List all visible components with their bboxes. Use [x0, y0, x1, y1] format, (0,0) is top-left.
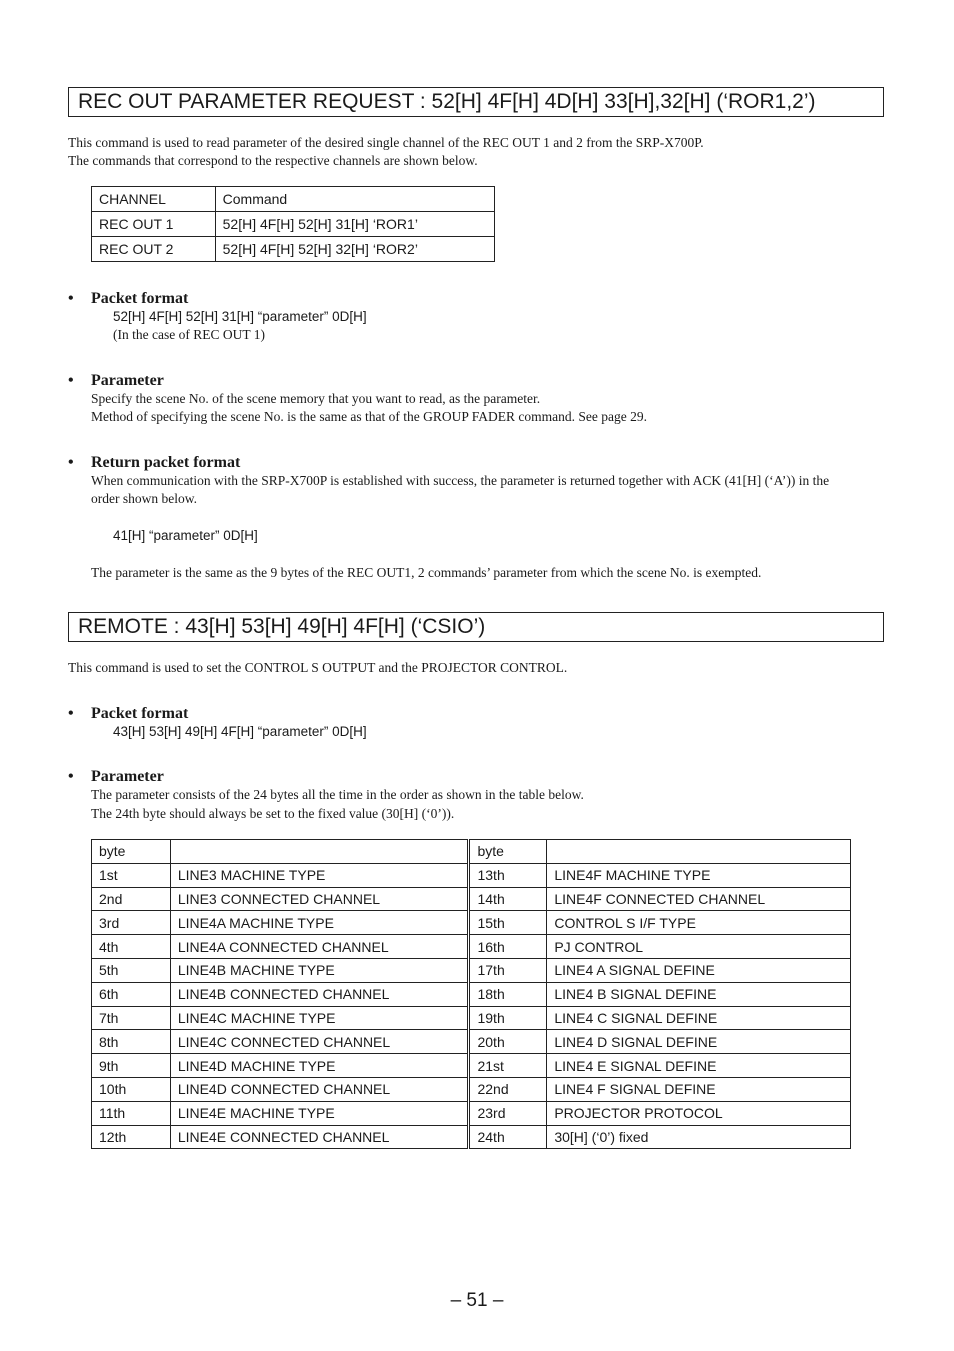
- table-cell: 10th: [92, 1077, 171, 1101]
- table-cell: 3rd: [92, 911, 171, 935]
- bullet-icon: •: [68, 705, 74, 722]
- table-cell: 22nd: [469, 1077, 547, 1101]
- table-cell: LINE4D MACHINE TYPE: [170, 1054, 469, 1078]
- table-cell: 18th: [469, 982, 547, 1006]
- table-cell: 9th: [92, 1054, 171, 1078]
- table-cell: PJ CONTROL: [547, 935, 851, 959]
- table-cell: LINE4A CONNECTED CHANNEL: [170, 935, 469, 959]
- table-cell: 16th: [469, 935, 547, 959]
- table-cell: 7th: [92, 1006, 171, 1030]
- table-row: [92, 1054, 851, 1078]
- table-cell: 4th: [92, 935, 171, 959]
- table-cell: 8th: [92, 1030, 171, 1054]
- intro-text-line1: This command is used to read parameter of the desired single channel of the REC OUT 1 and 2 from the SRP-X700P.: [68, 135, 704, 150]
- table-cell: 14th: [469, 887, 547, 911]
- packet-format-note: (In the case of REC OUT 1): [113, 327, 265, 342]
- table-cell: 12th: [92, 1125, 171, 1149]
- table-cell: LINE4C MACHINE TYPE: [170, 1006, 469, 1030]
- bullet-icon: •: [68, 768, 74, 785]
- table-header-row: [92, 187, 495, 212]
- section-heading-remote: REMOTE : 43[H] 53[H] 49[H] 4F[H] (‘CSIO’): [68, 612, 884, 642]
- table-cell: CONTROL S I/F TYPE: [547, 911, 851, 935]
- table-cell: 24th: [469, 1125, 547, 1149]
- table-row: [92, 863, 851, 887]
- table-cell: REC OUT 2: [92, 237, 216, 262]
- remote-packet-format-code: 43[H] 53[H] 49[H] 4F[H] “parameter” 0D[H]: [113, 724, 367, 739]
- table-row: [92, 1125, 851, 1149]
- bullet-icon: •: [68, 372, 74, 389]
- channel-command-table: [91, 186, 495, 262]
- table-cell: 23rd: [469, 1101, 547, 1125]
- table-row: [92, 982, 851, 1006]
- table-header-cell: byte: [92, 840, 171, 864]
- table-cell: 11th: [92, 1101, 171, 1125]
- table-row: [92, 958, 851, 982]
- table-cell: LINE4 E SIGNAL DEFINE: [547, 1054, 851, 1078]
- remote-parameter-text-line1: The parameter consists of the 24 bytes all the time in the order as shown in the table below.: [91, 787, 584, 802]
- section-heading-rec-out-parameter-request: REC OUT PARAMETER REQUEST : 52[H] 4F[H] 4D[H] 33[H],32[H] (‘ROR1,2’): [68, 87, 884, 117]
- packet-format-code: 52[H] 4F[H] 52[H] 31[H] “parameter” 0D[H]: [113, 309, 367, 324]
- table-row: [92, 911, 851, 935]
- table-cell: LINE4 D SIGNAL DEFINE: [547, 1030, 851, 1054]
- table-cell: LINE4E MACHINE TYPE: [170, 1101, 469, 1125]
- table-cell: LINE3 CONNECTED CHANNEL: [170, 887, 469, 911]
- table-header-cell: CHANNEL: [92, 187, 216, 212]
- table-header-row: [92, 840, 851, 864]
- table-cell: 6th: [92, 982, 171, 1006]
- remote-packet-format-title: Packet format: [91, 705, 189, 722]
- table-cell: 15th: [469, 911, 547, 935]
- remote-intro-text: This command is used to set the CONTROL S OUTPUT and the PROJECTOR CONTROL.: [68, 660, 568, 675]
- table-cell: LINE4D CONNECTED CHANNEL: [170, 1077, 469, 1101]
- return-packet-code: 41[H] “parameter” 0D[H]: [113, 528, 258, 543]
- table-header-cell: Command: [215, 187, 494, 212]
- table-cell: 1st: [92, 863, 171, 887]
- table-cell: LINE4B CONNECTED CHANNEL: [170, 982, 469, 1006]
- remote-parameter-title: Parameter: [91, 768, 164, 785]
- table-header-cell: byte: [469, 840, 547, 864]
- table-cell: 20th: [469, 1030, 547, 1054]
- table-cell: LINE4 F SIGNAL DEFINE: [547, 1077, 851, 1101]
- table-cell: 21st: [469, 1054, 547, 1078]
- remote-parameter-text-line2: The 24th byte should always be set to the fixed value (30[H] (‘0’)).: [91, 806, 455, 821]
- table-cell: LINE4F MACHINE TYPE: [547, 863, 851, 887]
- table-cell: REC OUT 1: [92, 212, 216, 237]
- return-packet-text-line1: When communication with the SRP-X700P is established with success, the parameter is returned together with ACK (41[H] (‘A’)) in the: [91, 473, 830, 488]
- table-header-cell: [170, 840, 469, 864]
- table-header-cell: [547, 840, 851, 864]
- table-cell: 17th: [469, 958, 547, 982]
- table-row: [92, 1030, 851, 1054]
- return-packet-text-line3: The parameter is the same as the 9 bytes of the REC OUT1, 2 commands’ parameter from which the scene No. is exempted.: [91, 565, 762, 580]
- table-row: [92, 1077, 851, 1101]
- table-row: [92, 1006, 851, 1030]
- table-cell: LINE4F CONNECTED CHANNEL: [547, 887, 851, 911]
- byte-assignment-table: [91, 839, 851, 1149]
- table-cell: LINE4 C SIGNAL DEFINE: [547, 1006, 851, 1030]
- page-number: – 51 –: [450, 1290, 504, 1311]
- return-packet-title: Return packet format: [91, 454, 241, 471]
- return-packet-text-line2: order shown below.: [91, 491, 197, 506]
- parameter-title: Parameter: [91, 372, 164, 389]
- table-cell: LINE4E CONNECTED CHANNEL: [170, 1125, 469, 1149]
- table-row: [92, 935, 851, 959]
- table-row: [92, 887, 851, 911]
- table-cell: 30[H] (‘0’) fixed: [547, 1125, 851, 1149]
- table-row: [92, 1101, 851, 1125]
- bullet-icon: •: [68, 290, 74, 307]
- packet-format-title: Packet format: [91, 290, 189, 307]
- parameter-text-line2: Method of specifying the scene No. is the same as that of the GROUP FADER command. See page 29.: [91, 409, 648, 424]
- table-cell: 19th: [469, 1006, 547, 1030]
- intro-text-line2: The commands that correspond to the respective channels are shown below.: [68, 153, 478, 168]
- table-cell: LINE4 A SIGNAL DEFINE: [547, 958, 851, 982]
- table-cell: LINE4C CONNECTED CHANNEL: [170, 1030, 469, 1054]
- table-cell: LINE4A MACHINE TYPE: [170, 911, 469, 935]
- table-row: [92, 212, 495, 237]
- table-cell: LINE4 B SIGNAL DEFINE: [547, 982, 851, 1006]
- table-cell: PROJECTOR PROTOCOL: [547, 1101, 851, 1125]
- table-cell: 52[H] 4F[H] 52[H] 32[H] ‘ROR2’: [215, 237, 494, 262]
- table-cell: 5th: [92, 958, 171, 982]
- table-cell: LINE3 MACHINE TYPE: [170, 863, 469, 887]
- table-cell: 52[H] 4F[H] 52[H] 31[H] ‘ROR1’: [215, 212, 494, 237]
- table-row: [92, 237, 495, 262]
- parameter-text-line1: Specify the scene No. of the scene memory that you want to read, as the parameter.: [91, 391, 541, 406]
- table-cell: 13th: [469, 863, 547, 887]
- bullet-icon: •: [68, 454, 74, 471]
- byte-table-body: [92, 863, 851, 1149]
- table-cell: 2nd: [92, 887, 171, 911]
- table-cell: LINE4B MACHINE TYPE: [170, 958, 469, 982]
